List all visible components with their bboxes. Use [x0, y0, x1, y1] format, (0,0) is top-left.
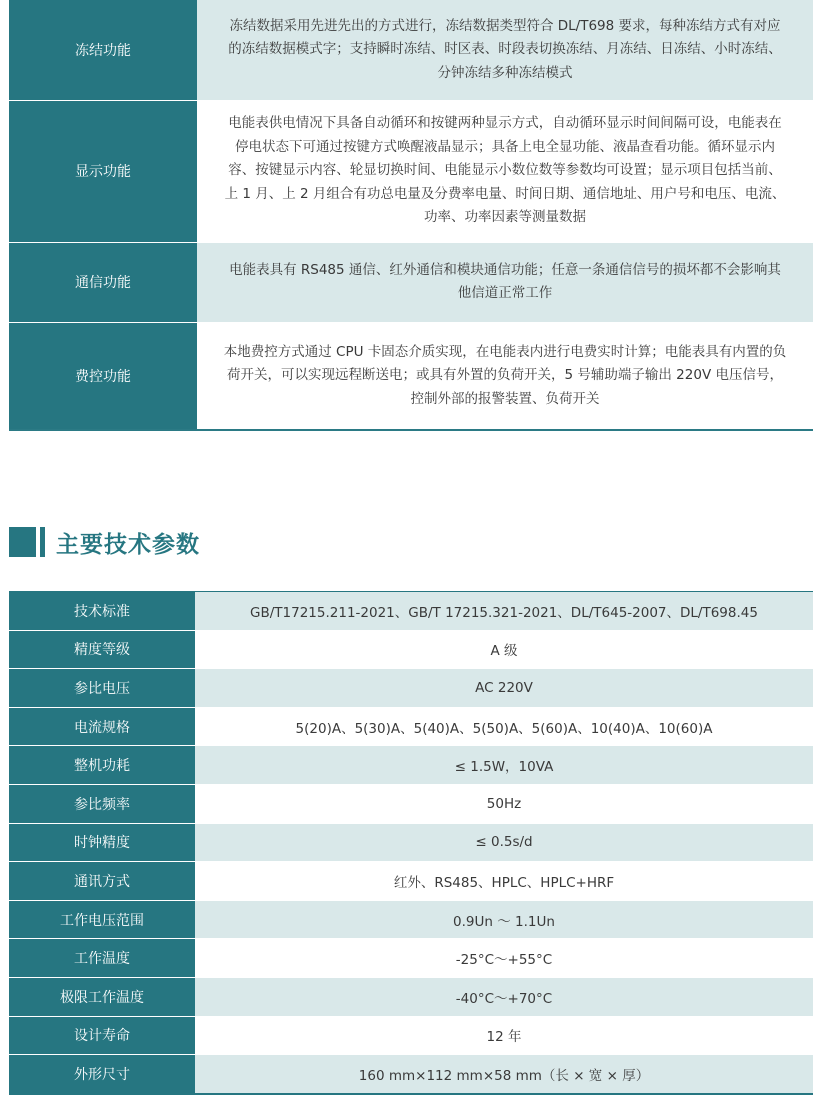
spec-label: 整机功耗: [9, 746, 195, 785]
section-heading: [9, 526, 200, 558]
spec-row: [9, 630, 813, 669]
function-row-freeze: [9, 0, 813, 100]
spec-row: [9, 939, 813, 978]
function-description: 电能表具有 RS485 通信、红外通信和模块通信功能；任意一条通信信号的损坏都不会影响其他信道正常工作: [197, 242, 813, 322]
heading-marker: [9, 527, 36, 557]
function-row-billing: [9, 322, 813, 430]
function-label: 显示功能: [9, 100, 197, 242]
spec-value: 160 mm×112 mm×58 mm（长 × 宽 × 厚）: [195, 1055, 813, 1094]
spec-label: 参比频率: [9, 784, 195, 823]
functions-table: [9, 0, 813, 431]
spec-value: 12 年: [195, 1016, 813, 1055]
function-label: 通信功能: [9, 242, 197, 322]
spec-label: 技术标准: [9, 592, 195, 631]
spec-label: 精度等级: [9, 630, 195, 669]
function-description: 电能表供电情况下具备自动循环和按键两种显示方式，自动循环显示时间间隔可设，电能表在停电状态下可通过按键方式唤醒液晶显示；具备上电全显功能、液晶查看功能。循环显示内容、按键显示内容、轮显切换时间、电能显示小数位数等参数均可设置；显示项目包括当前、上 1 月、上 2 月组合有功总电量及分费率电量、时间日期、通信地址、用户号和电压、电流、功率、功率因素等测量数据: [197, 100, 813, 242]
spec-row: [9, 707, 813, 746]
spec-row: [9, 1055, 813, 1094]
spec-row: [9, 784, 813, 823]
spec-value: 0.9Un ～ 1.1Un: [195, 900, 813, 939]
spec-label: 工作温度: [9, 939, 195, 978]
function-row-communication: [9, 242, 813, 322]
specs-table: [9, 591, 813, 1095]
spec-row: [9, 862, 813, 901]
spec-value: GB/T17215.211-2021、GB/T 17215.321-2021、DL/T645-2007、DL/T698.45: [195, 592, 813, 631]
spec-row: [9, 823, 813, 862]
spec-value: -40°C～+70°C: [195, 977, 813, 1016]
function-description: 冻结数据采用先进先出的方式进行，冻结数据类型符合 DL/T698 要求，每种冻结方式有对应的冻结数据模式字；支持瞬时冻结、时区表、时段表切换冻结、月冻结、日冻结、小时冻结、分钟冻结多种冻结模式: [197, 0, 813, 100]
spec-value: ≤ 0.5s/d: [195, 823, 813, 862]
spec-value: 50Hz: [195, 784, 813, 823]
spec-value: 5(20)A、5(30)A、5(40)A、5(50)A、5(60)A、10(40)A、10(60)A: [195, 707, 813, 746]
function-label: 冻结功能: [9, 0, 197, 100]
spec-label: 电流规格: [9, 707, 195, 746]
spec-label: 时钟精度: [9, 823, 195, 862]
spec-row: [9, 1016, 813, 1055]
spec-label: 外形尺寸: [9, 1055, 195, 1094]
spec-value: -25°C～+55°C: [195, 939, 813, 978]
spec-row: [9, 669, 813, 708]
spec-row: [9, 977, 813, 1016]
spec-label: 设计寿命: [9, 1016, 195, 1055]
function-description: 本地费控方式通过 CPU 卡固态介质实现，在电能表内进行电费实时计算；电能表具有内置的负荷开关，可以实现远程断送电；或具有外置的负荷开关，5 号辅助端子输出 220V 电压信号，控制外部的报警装置、负荷开关: [197, 322, 813, 430]
spec-label: 参比电压: [9, 669, 195, 708]
spec-row: [9, 900, 813, 939]
spec-row: [9, 592, 813, 631]
spec-label: 极限工作温度: [9, 977, 195, 1016]
heading-marker-thin: [40, 527, 45, 557]
spec-label: 工作电压范围: [9, 900, 195, 939]
spec-row: [9, 746, 813, 785]
function-label: 费控功能: [9, 322, 197, 430]
function-row-display: [9, 100, 813, 242]
spec-label: 通讯方式: [9, 862, 195, 901]
spec-value: 红外、RS485、HPLC、HPLC+HRF: [195, 862, 813, 901]
section-title: 主要技术参数: [56, 531, 200, 558]
spec-value: AC 220V: [195, 669, 813, 708]
spec-value: ≤ 1.5W，10VA: [195, 746, 813, 785]
spec-value: A 级: [195, 630, 813, 669]
